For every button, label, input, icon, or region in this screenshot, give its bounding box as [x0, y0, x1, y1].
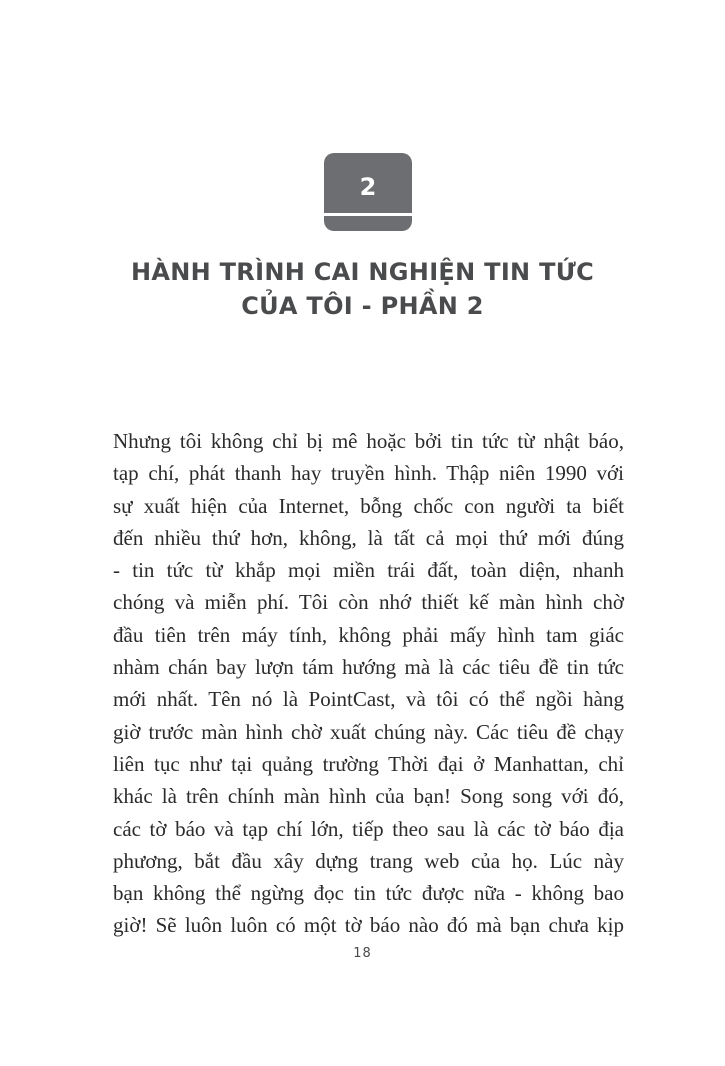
body-line: đến nhiều thứ hơn, không, là tất cả mọi thứ mới đúng [113, 525, 624, 550]
body-line: mới nhất. Tên nó là PointCast, và tôi có thể ngồi hàng [113, 687, 624, 712]
page-number: 18 [353, 946, 372, 961]
body-line: tạp chí, phát thanh hay truyền hình. Thập niên 1990 với [113, 461, 624, 486]
chapter-title [60, 255, 665, 323]
body-line: sự xuất hiện của Internet, bỗng chốc con người ta biết [113, 493, 624, 518]
body-line: phương, bắt đầu xây dựng trang web của họ. Lúc này [113, 848, 624, 873]
body-line: giờ! Sẽ luôn luôn có một tờ báo nào đó mà bạn chưa kịp [113, 913, 624, 938]
body-line: nhàm chán bay lượn tám hướng mà là các tiêu đề tin tức [113, 655, 624, 680]
body-paragraph [113, 425, 624, 942]
body-line: các tờ báo và tạp chí lớn, tiếp theo sau là các tờ báo địa [113, 816, 624, 841]
chapter-number-badge [324, 153, 412, 231]
body-line: - tin tức từ khắp mọi miền trái đất, toàn diện, nhanh [113, 558, 624, 583]
body-line: bạn không thể ngừng đọc tin tức được nữa - không bao [113, 881, 624, 906]
badge-divider [324, 213, 412, 216]
chapter-title-line-1: HÀNH TRÌNH CAI NGHIỆN TIN TỨC [130, 258, 595, 286]
body-line: Nhưng tôi không chỉ bị mê hoặc bởi tin tức từ nhật báo, [113, 429, 624, 453]
body-line: đầu tiên trên máy tính, không phải mấy hình tam giác [113, 622, 624, 647]
chapter-title-line-2: CỦA TÔI - PHẦN 2 [241, 292, 484, 320]
body-line: liên tục như tại quảng trường Thời đại ở Manhattan, chỉ [113, 751, 624, 776]
chapter-number: 2 [359, 173, 377, 201]
body-line: chóng và miễn phí. Tôi còn nhớ thiết kế màn hình chờ [113, 590, 624, 615]
body-line: giờ trước màn hình chờ xuất chúng này. Các tiêu đề chạy [113, 719, 624, 744]
body-line: khác là trên chính màn hình của bạn! Song song với đó, [113, 784, 624, 809]
